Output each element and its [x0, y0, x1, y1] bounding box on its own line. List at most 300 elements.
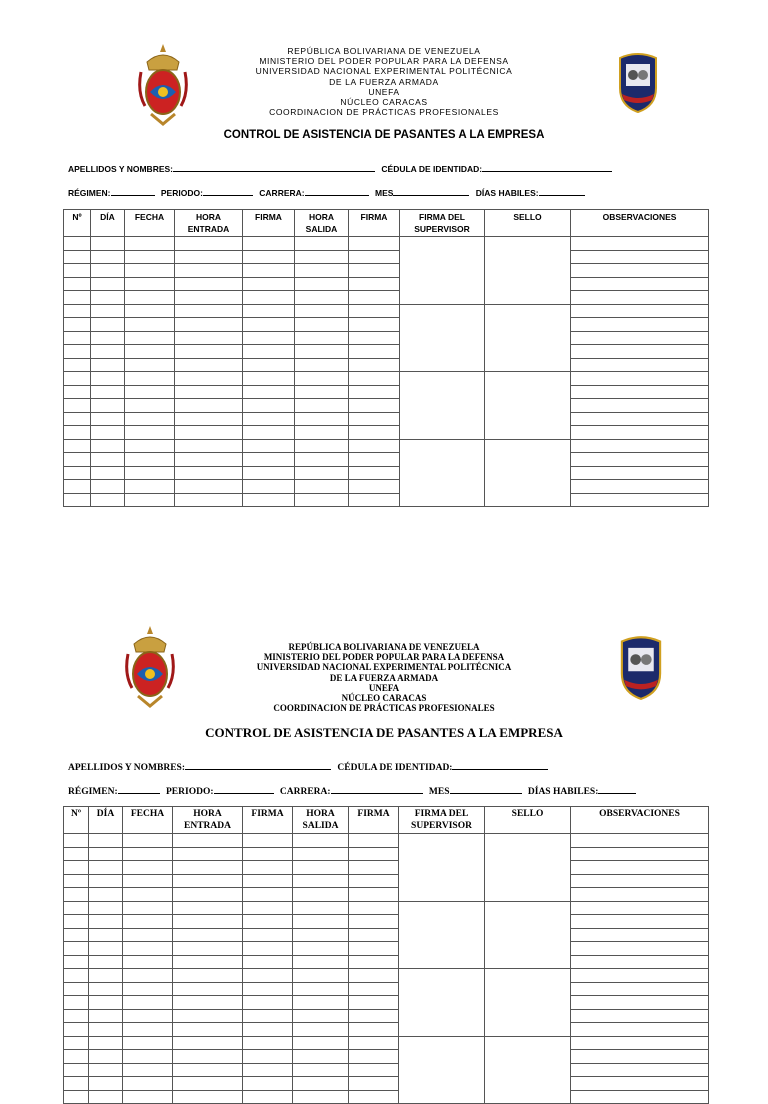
table-cell[interactable] — [64, 412, 91, 426]
table-cell[interactable] — [91, 358, 125, 372]
nombres-field[interactable] — [185, 760, 331, 770]
table-cell[interactable] — [64, 277, 91, 291]
table-cell[interactable] — [349, 480, 400, 494]
table-cell[interactable] — [293, 834, 349, 848]
table-cell[interactable] — [91, 237, 125, 251]
table-cell[interactable] — [123, 1023, 173, 1037]
nombres-field[interactable] — [173, 162, 375, 172]
table-cell[interactable] — [349, 969, 399, 983]
table-cell[interactable] — [243, 412, 295, 426]
table-cell[interactable] — [91, 439, 125, 453]
table-cell[interactable] — [571, 874, 709, 888]
table-cell[interactable] — [295, 480, 349, 494]
table-cell[interactable] — [293, 1090, 349, 1104]
table-cell[interactable] — [91, 466, 125, 480]
table-cell[interactable] — [125, 250, 175, 264]
table-cell[interactable] — [571, 372, 709, 386]
table-cell[interactable] — [125, 264, 175, 278]
table-cell[interactable] — [295, 426, 349, 440]
table-cell[interactable] — [293, 955, 349, 969]
table-cell[interactable] — [173, 1077, 243, 1091]
table-cell[interactable] — [243, 331, 295, 345]
table-cell[interactable] — [243, 399, 295, 413]
table-cell[interactable] — [571, 996, 709, 1010]
table-cell[interactable] — [64, 982, 89, 996]
table-cell[interactable] — [293, 1036, 349, 1050]
table-cell[interactable] — [243, 928, 293, 942]
table-cell[interactable] — [64, 466, 91, 480]
table-cell[interactable] — [175, 453, 243, 467]
table-cell[interactable] — [485, 237, 571, 305]
table-cell[interactable] — [571, 466, 709, 480]
table-cell[interactable] — [175, 439, 243, 453]
table-cell[interactable] — [295, 439, 349, 453]
table-cell[interactable] — [295, 331, 349, 345]
table-cell[interactable] — [295, 358, 349, 372]
table-cell[interactable] — [243, 250, 295, 264]
table-cell[interactable] — [571, 399, 709, 413]
table-cell[interactable] — [295, 493, 349, 507]
table-cell[interactable] — [243, 901, 293, 915]
table-cell[interactable] — [89, 888, 123, 902]
table-cell[interactable] — [173, 847, 243, 861]
table-cell[interactable] — [349, 412, 400, 426]
table-cell[interactable] — [64, 874, 89, 888]
table-cell[interactable] — [571, 277, 709, 291]
table-cell[interactable] — [295, 345, 349, 359]
mes-field[interactable] — [450, 784, 522, 794]
table-cell[interactable] — [64, 385, 91, 399]
table-cell[interactable] — [349, 942, 399, 956]
table-cell[interactable] — [173, 1090, 243, 1104]
table-cell[interactable] — [173, 1036, 243, 1050]
table-cell[interactable] — [349, 955, 399, 969]
table-cell[interactable] — [64, 480, 91, 494]
table-cell[interactable] — [243, 915, 293, 929]
table-cell[interactable] — [349, 331, 400, 345]
table-cell[interactable] — [293, 928, 349, 942]
table-cell[interactable] — [125, 480, 175, 494]
table-cell[interactable] — [243, 304, 295, 318]
table-cell[interactable] — [349, 237, 400, 251]
table-cell[interactable] — [295, 385, 349, 399]
table-cell[interactable] — [175, 237, 243, 251]
table-cell[interactable] — [64, 942, 89, 956]
table-cell[interactable] — [64, 493, 91, 507]
table-cell[interactable] — [349, 915, 399, 929]
table-cell[interactable] — [175, 399, 243, 413]
table-cell[interactable] — [125, 277, 175, 291]
table-cell[interactable] — [173, 982, 243, 996]
table-cell[interactable] — [349, 264, 400, 278]
table-cell[interactable] — [89, 955, 123, 969]
table-cell[interactable] — [243, 996, 293, 1010]
table-cell[interactable] — [89, 928, 123, 942]
table-cell[interactable] — [571, 1077, 709, 1091]
table-cell[interactable] — [349, 874, 399, 888]
table-cell[interactable] — [571, 453, 709, 467]
table-cell[interactable] — [243, 291, 295, 305]
table-cell[interactable] — [91, 318, 125, 332]
table-cell[interactable] — [123, 1050, 173, 1064]
table-cell[interactable] — [89, 1077, 123, 1091]
table-cell[interactable] — [123, 888, 173, 902]
table-cell[interactable] — [243, 1090, 293, 1104]
table-cell[interactable] — [571, 345, 709, 359]
table-cell[interactable] — [91, 426, 125, 440]
table-cell[interactable] — [91, 480, 125, 494]
dias-field[interactable] — [598, 784, 636, 794]
table-cell[interactable] — [571, 1050, 709, 1064]
table-cell[interactable] — [295, 250, 349, 264]
table-cell[interactable] — [175, 264, 243, 278]
table-cell[interactable] — [125, 466, 175, 480]
table-cell[interactable] — [123, 942, 173, 956]
table-cell[interactable] — [123, 915, 173, 929]
table-cell[interactable] — [485, 372, 571, 440]
table-cell[interactable] — [349, 385, 400, 399]
table-cell[interactable] — [91, 264, 125, 278]
table-cell[interactable] — [571, 928, 709, 942]
table-cell[interactable] — [571, 412, 709, 426]
table-cell[interactable] — [123, 969, 173, 983]
table-cell[interactable] — [125, 385, 175, 399]
table-cell[interactable] — [173, 901, 243, 915]
table-cell[interactable] — [91, 345, 125, 359]
table-cell[interactable] — [293, 1009, 349, 1023]
table-cell[interactable] — [571, 982, 709, 996]
table-cell[interactable] — [349, 901, 399, 915]
table-cell[interactable] — [175, 466, 243, 480]
table-cell[interactable] — [485, 969, 571, 1037]
table-cell[interactable] — [243, 358, 295, 372]
table-cell[interactable] — [64, 928, 89, 942]
table-cell[interactable] — [295, 412, 349, 426]
table-cell[interactable] — [125, 426, 175, 440]
table-cell[interactable] — [243, 888, 293, 902]
table-cell[interactable] — [571, 439, 709, 453]
periodo-field[interactable] — [203, 186, 253, 196]
table-cell[interactable] — [243, 942, 293, 956]
table-cell[interactable] — [64, 426, 91, 440]
periodo-field[interactable] — [214, 784, 274, 794]
table-cell[interactable] — [571, 237, 709, 251]
table-cell[interactable] — [173, 834, 243, 848]
mes-field[interactable] — [393, 186, 469, 196]
table-cell[interactable] — [125, 331, 175, 345]
table-cell[interactable] — [571, 426, 709, 440]
table-cell[interactable] — [64, 237, 91, 251]
table-cell[interactable] — [125, 358, 175, 372]
table-cell[interactable] — [485, 901, 571, 969]
table-cell[interactable] — [175, 412, 243, 426]
table-cell[interactable] — [243, 1077, 293, 1091]
table-cell[interactable] — [485, 1036, 571, 1104]
table-cell[interactable] — [175, 358, 243, 372]
table-cell[interactable] — [125, 304, 175, 318]
table-cell[interactable] — [349, 996, 399, 1010]
table-cell[interactable] — [89, 1090, 123, 1104]
table-cell[interactable] — [243, 264, 295, 278]
table-cell[interactable] — [64, 1090, 89, 1104]
table-cell[interactable] — [125, 345, 175, 359]
table-cell[interactable] — [349, 1090, 399, 1104]
table-cell[interactable] — [89, 969, 123, 983]
table-cell[interactable] — [400, 304, 485, 372]
table-cell[interactable] — [571, 1023, 709, 1037]
table-cell[interactable] — [64, 1009, 89, 1023]
table-cell[interactable] — [349, 1063, 399, 1077]
table-cell[interactable] — [123, 1077, 173, 1091]
table-cell[interactable] — [64, 969, 89, 983]
table-cell[interactable] — [243, 847, 293, 861]
table-cell[interactable] — [89, 874, 123, 888]
table-cell[interactable] — [91, 412, 125, 426]
table-cell[interactable] — [243, 1050, 293, 1064]
carrera-field[interactable] — [331, 784, 423, 794]
table-cell[interactable] — [173, 1023, 243, 1037]
table-cell[interactable] — [91, 372, 125, 386]
table-cell[interactable] — [571, 385, 709, 399]
table-cell[interactable] — [571, 358, 709, 372]
table-cell[interactable] — [243, 1023, 293, 1037]
table-cell[interactable] — [89, 1009, 123, 1023]
table-cell[interactable] — [243, 345, 295, 359]
table-cell[interactable] — [89, 834, 123, 848]
table-cell[interactable] — [64, 291, 91, 305]
table-cell[interactable] — [123, 861, 173, 875]
table-cell[interactable] — [400, 439, 485, 507]
table-cell[interactable] — [399, 969, 485, 1037]
table-cell[interactable] — [571, 291, 709, 305]
table-cell[interactable] — [175, 277, 243, 291]
table-cell[interactable] — [293, 861, 349, 875]
table-cell[interactable] — [349, 304, 400, 318]
table-cell[interactable] — [64, 1063, 89, 1077]
table-cell[interactable] — [175, 304, 243, 318]
cedula-field[interactable] — [452, 760, 548, 770]
table-cell[interactable] — [91, 493, 125, 507]
table-cell[interactable] — [64, 888, 89, 902]
table-cell[interactable] — [295, 277, 349, 291]
dias-field[interactable] — [539, 186, 585, 196]
table-cell[interactable] — [91, 277, 125, 291]
table-cell[interactable] — [89, 942, 123, 956]
table-cell[interactable] — [125, 439, 175, 453]
table-cell[interactable] — [571, 861, 709, 875]
table-cell[interactable] — [64, 1023, 89, 1037]
table-cell[interactable] — [349, 1050, 399, 1064]
table-cell[interactable] — [173, 1063, 243, 1077]
table-cell[interactable] — [91, 250, 125, 264]
table-cell[interactable] — [243, 874, 293, 888]
table-cell[interactable] — [571, 264, 709, 278]
table-cell[interactable] — [123, 955, 173, 969]
table-cell[interactable] — [64, 861, 89, 875]
table-cell[interactable] — [571, 250, 709, 264]
table-cell[interactable] — [293, 969, 349, 983]
table-cell[interactable] — [349, 1009, 399, 1023]
table-cell[interactable] — [571, 1090, 709, 1104]
table-cell[interactable] — [175, 385, 243, 399]
table-cell[interactable] — [293, 1063, 349, 1077]
table-cell[interactable] — [295, 399, 349, 413]
table-cell[interactable] — [123, 1036, 173, 1050]
table-cell[interactable] — [173, 942, 243, 956]
table-cell[interactable] — [173, 874, 243, 888]
table-cell[interactable] — [175, 291, 243, 305]
table-cell[interactable] — [349, 345, 400, 359]
table-cell[interactable] — [89, 1023, 123, 1037]
table-cell[interactable] — [125, 399, 175, 413]
table-cell[interactable] — [243, 1063, 293, 1077]
table-cell[interactable] — [125, 493, 175, 507]
table-cell[interactable] — [91, 331, 125, 345]
table-cell[interactable] — [293, 888, 349, 902]
table-cell[interactable] — [349, 861, 399, 875]
table-cell[interactable] — [243, 277, 295, 291]
table-cell[interactable] — [293, 996, 349, 1010]
table-cell[interactable] — [64, 901, 89, 915]
table-cell[interactable] — [243, 480, 295, 494]
table-cell[interactable] — [295, 304, 349, 318]
table-cell[interactable] — [64, 250, 91, 264]
table-cell[interactable] — [295, 264, 349, 278]
table-cell[interactable] — [125, 453, 175, 467]
table-cell[interactable] — [349, 250, 400, 264]
table-cell[interactable] — [64, 439, 91, 453]
table-cell[interactable] — [173, 1009, 243, 1023]
table-cell[interactable] — [349, 399, 400, 413]
table-cell[interactable] — [125, 412, 175, 426]
table-cell[interactable] — [293, 1077, 349, 1091]
table-cell[interactable] — [64, 358, 91, 372]
table-cell[interactable] — [571, 847, 709, 861]
table-cell[interactable] — [175, 372, 243, 386]
table-cell[interactable] — [89, 847, 123, 861]
table-cell[interactable] — [349, 982, 399, 996]
table-cell[interactable] — [123, 834, 173, 848]
table-cell[interactable] — [293, 1050, 349, 1064]
table-cell[interactable] — [243, 466, 295, 480]
table-cell[interactable] — [349, 1023, 399, 1037]
table-cell[interactable] — [571, 331, 709, 345]
table-cell[interactable] — [89, 901, 123, 915]
table-cell[interactable] — [125, 318, 175, 332]
table-cell[interactable] — [571, 1036, 709, 1050]
table-cell[interactable] — [89, 1063, 123, 1077]
table-cell[interactable] — [293, 847, 349, 861]
table-cell[interactable] — [64, 996, 89, 1010]
table-cell[interactable] — [175, 493, 243, 507]
table-cell[interactable] — [64, 264, 91, 278]
table-cell[interactable] — [571, 888, 709, 902]
table-cell[interactable] — [399, 1036, 485, 1104]
table-cell[interactable] — [293, 1023, 349, 1037]
table-cell[interactable] — [349, 928, 399, 942]
table-cell[interactable] — [349, 358, 400, 372]
table-cell[interactable] — [175, 318, 243, 332]
table-cell[interactable] — [295, 466, 349, 480]
table-cell[interactable] — [125, 237, 175, 251]
table-cell[interactable] — [485, 439, 571, 507]
table-cell[interactable] — [293, 982, 349, 996]
table-cell[interactable] — [123, 847, 173, 861]
table-cell[interactable] — [89, 915, 123, 929]
table-cell[interactable] — [399, 901, 485, 969]
table-cell[interactable] — [243, 439, 295, 453]
table-cell[interactable] — [349, 453, 400, 467]
table-cell[interactable] — [175, 345, 243, 359]
table-cell[interactable] — [64, 399, 91, 413]
table-cell[interactable] — [91, 291, 125, 305]
table-cell[interactable] — [400, 237, 485, 305]
table-cell[interactable] — [173, 928, 243, 942]
table-cell[interactable] — [64, 331, 91, 345]
table-cell[interactable] — [243, 861, 293, 875]
regimen-field[interactable] — [118, 784, 160, 794]
table-cell[interactable] — [125, 291, 175, 305]
table-cell[interactable] — [89, 996, 123, 1010]
cedula-field[interactable] — [482, 162, 612, 172]
table-cell[interactable] — [91, 453, 125, 467]
table-cell[interactable] — [243, 982, 293, 996]
table-cell[interactable] — [173, 861, 243, 875]
table-cell[interactable] — [89, 982, 123, 996]
table-cell[interactable] — [173, 1050, 243, 1064]
table-cell[interactable] — [349, 277, 400, 291]
table-cell[interactable] — [123, 1063, 173, 1077]
table-cell[interactable] — [91, 385, 125, 399]
table-cell[interactable] — [123, 1009, 173, 1023]
table-cell[interactable] — [175, 250, 243, 264]
table-cell[interactable] — [349, 888, 399, 902]
table-cell[interactable] — [295, 318, 349, 332]
table-cell[interactable] — [295, 453, 349, 467]
table-cell[interactable] — [571, 1009, 709, 1023]
table-cell[interactable] — [293, 942, 349, 956]
table-cell[interactable] — [295, 291, 349, 305]
table-cell[interactable] — [243, 834, 293, 848]
table-cell[interactable] — [64, 1050, 89, 1064]
table-cell[interactable] — [125, 372, 175, 386]
table-cell[interactable] — [571, 955, 709, 969]
table-cell[interactable] — [571, 942, 709, 956]
table-cell[interactable] — [399, 834, 485, 902]
table-cell[interactable] — [175, 480, 243, 494]
table-cell[interactable] — [349, 1036, 399, 1050]
table-cell[interactable] — [349, 439, 400, 453]
table-cell[interactable] — [243, 1036, 293, 1050]
table-cell[interactable] — [64, 847, 89, 861]
table-cell[interactable] — [243, 493, 295, 507]
table-cell[interactable] — [123, 982, 173, 996]
table-cell[interactable] — [173, 969, 243, 983]
table-cell[interactable] — [349, 291, 400, 305]
table-cell[interactable] — [91, 399, 125, 413]
table-cell[interactable] — [293, 915, 349, 929]
table-cell[interactable] — [243, 372, 295, 386]
table-cell[interactable] — [173, 915, 243, 929]
table-cell[interactable] — [293, 874, 349, 888]
table-cell[interactable] — [571, 901, 709, 915]
table-cell[interactable] — [571, 834, 709, 848]
table-cell[interactable] — [89, 861, 123, 875]
table-cell[interactable] — [64, 318, 91, 332]
table-cell[interactable] — [243, 237, 295, 251]
table-cell[interactable] — [571, 480, 709, 494]
table-cell[interactable] — [571, 1063, 709, 1077]
